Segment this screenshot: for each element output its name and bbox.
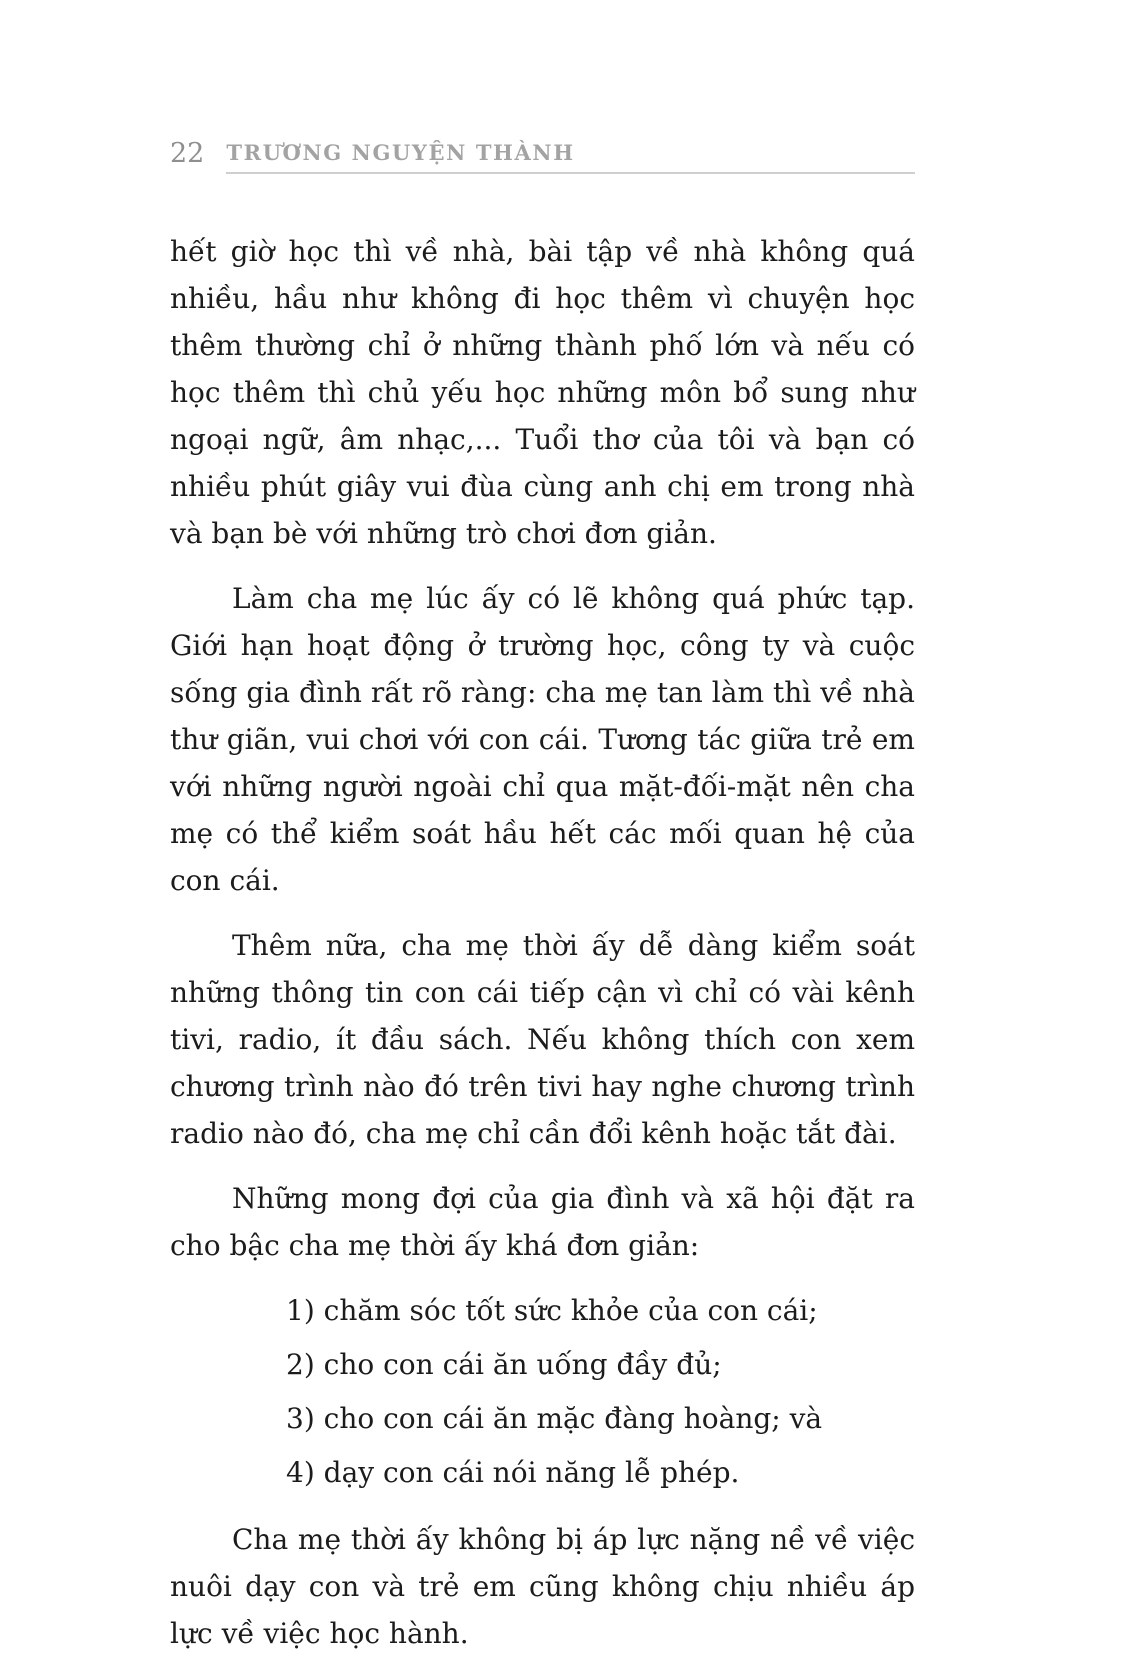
running-header [170,140,915,174]
page-number: 22 [170,138,205,169]
paragraph: Những mong đợi của gia đình và xã hội đặt ra cho bậc cha mẹ thời ấy khá đơn giản: [170,1182,915,1262]
running-head: TRƯƠNG NGUYỆN THÀNH [226,140,575,165]
paragraph: Cha mẹ thời ấy không bị áp lực nặng nề về việc nuôi dạy con và trẻ em cũng không chịu nhiều áp lực về việc học hành. [170,1523,915,1650]
list-item: 2) cho con cái ăn uống đầy đủ; [286,1348,722,1381]
body-text [170,228,915,1657]
header-rule [226,142,915,174]
list-item: 1) chăm sóc tốt sức khỏe của con cái; [286,1294,818,1327]
paragraph: Làm cha mẹ lúc ấy có lẽ không quá phức tạp. Giới hạn hoạt động ở trường học, công ty và cuộc sống gia đình rất rõ ràng: cha mẹ tan làm thì về nhà thư giãn, vui chơi với con cái. Tương tác giữa trẻ em với những người ngoài chỉ qua mặt-đối-mặt nên cha mẹ có thể kiểm soát hầu hết các mối quan hệ của con cái. [170,582,915,897]
numbered-list [170,1287,915,1496]
list-item: 3) cho con cái ăn mặc đàng hoàng; và [286,1402,823,1435]
paragraph: Thêm nữa, cha mẹ thời ấy dễ dàng kiểm soát những thông tin con cái tiếp cận vì chỉ có vài kênh tivi, radio, ít đầu sách. Nếu không thích con xem chương trình nào đó trên tivi hay nghe chương trình radio nào đó, cha mẹ chỉ cần đổi kênh hoặc tắt đài. [170,929,915,1150]
list-item: 4) dạy con cái nói năng lễ phép. [286,1456,740,1489]
paragraph: hết giờ học thì về nhà, bài tập về nhà không quá nhiều, hầu như không đi học thêm vì chuyện học thêm thường chỉ ở những thành phố lớn và nếu có học thêm thì chủ yếu học những môn bổ sung như ngoại ngữ, âm nhạc,... Tuổi thơ của tôi và bạn có nhiều phút giây vui đùa cùng anh chị em trong nhà và bạn bè với những trò chơi đơn giản. [170,235,915,550]
